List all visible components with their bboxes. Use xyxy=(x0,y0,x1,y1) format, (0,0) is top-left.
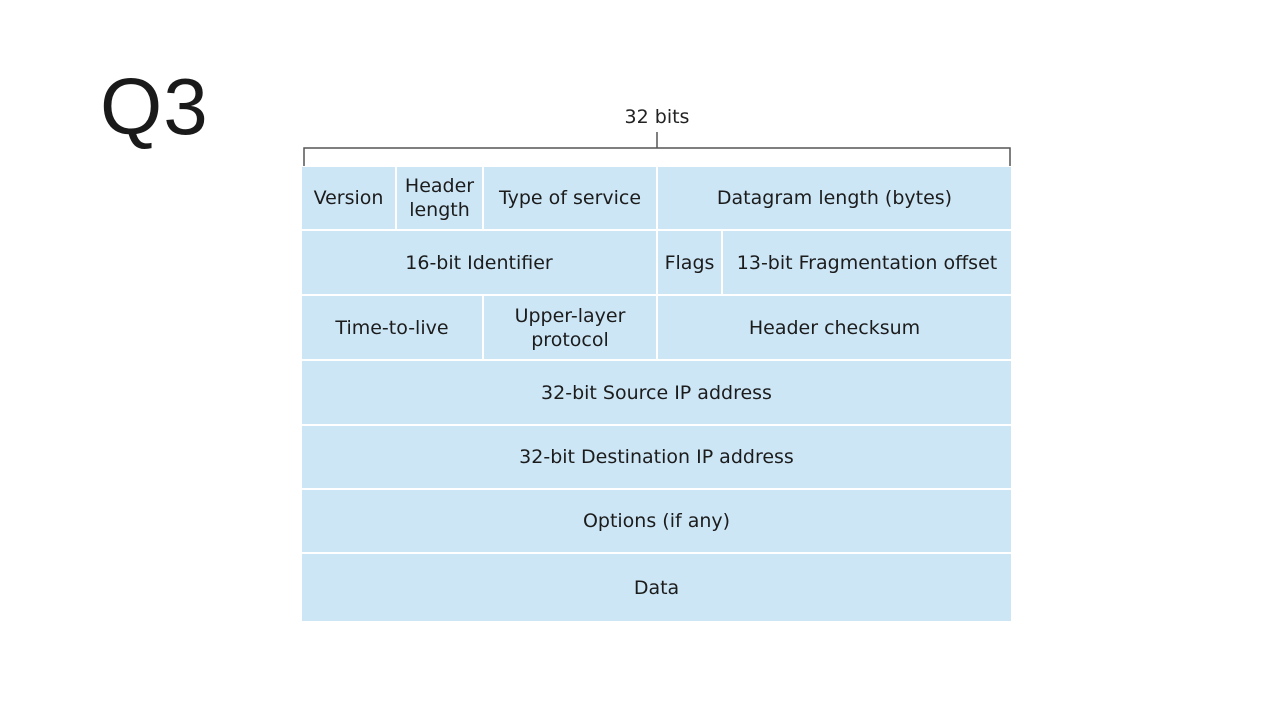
field-upper-layer-protocol: Upper-layer protocol xyxy=(484,296,658,361)
field-flags: Flags xyxy=(658,231,723,296)
field-options: Options (if any) xyxy=(302,490,1011,554)
field-type-of-service: Type of service xyxy=(484,167,658,231)
bits-width-label: 32 bits xyxy=(624,106,690,128)
field-data: Data xyxy=(302,554,1011,621)
ip-datagram-format xyxy=(302,167,1011,621)
field-datagram-length: Datagram length (bytes) xyxy=(658,167,1011,231)
field-destination-ip-address: 32-bit Destination IP address xyxy=(302,426,1011,490)
field-version: Version xyxy=(302,167,397,231)
field-source-ip-address: 32-bit Source IP address xyxy=(302,361,1011,426)
slide-title: Q3 xyxy=(100,62,209,151)
field-fragmentation-offset: 13-bit Fragmentation offset xyxy=(723,231,1011,296)
field-time-to-live: Time-to-live xyxy=(302,296,484,361)
field-identifier: 16-bit Identifier xyxy=(302,231,658,296)
field-header-length: Header length xyxy=(397,167,484,231)
width-bracket xyxy=(303,132,1011,168)
field-header-checksum: Header checksum xyxy=(658,296,1011,361)
